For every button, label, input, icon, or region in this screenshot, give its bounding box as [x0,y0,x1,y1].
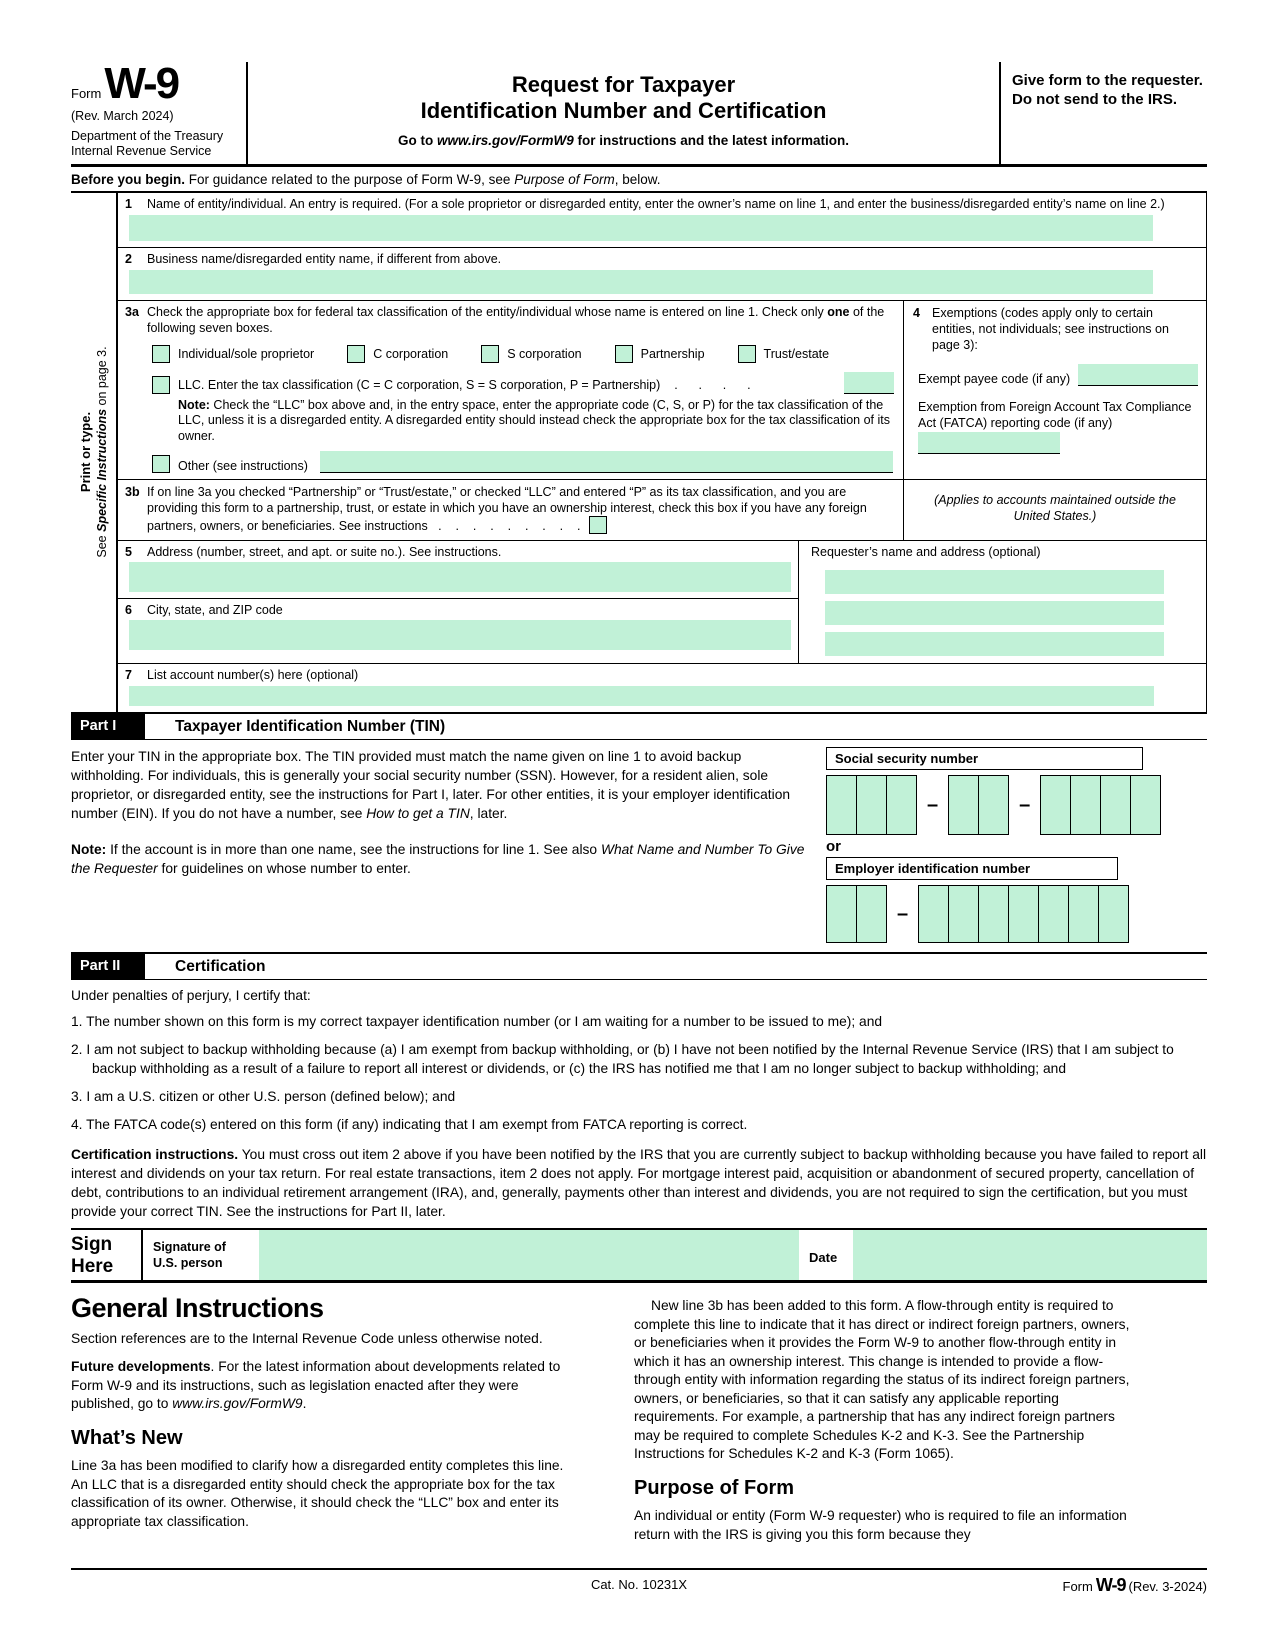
part1-paragraph: Enter your TIN in the appropriate box. The TIN provided must match the name given on line 1 to avoid backup withholding. For individuals, this is generally your social security number (SSN). However, for a resident alien, sole proprietor, or disregarded entity, see the instructions for Part I, later. For other entities, it is your employer identification number (EIN). If you do not have a number, see How to get a TIN, later. [71,749,791,822]
footer-form-number: W-9 [1095,1575,1126,1596]
fatca-label: Exemption from Foreign Account Tax Compliance Act (FATCA) reporting code (if any) [918,399,1192,431]
trust-estate-checkbox[interactable] [738,345,756,363]
line3b-new-paragraph: New line 3b has been added to this form. A flow-through entity is required to complete this line to indicate that it has direct or indirect foreign partners, owners, or beneficiaries when it provides the Form W-9 to another flow-through entity in which it has an ownership interest. This change is intended to provide a flow-through entity with information regarding the status of its indirect foreign partners, owners, or beneficiaries, so that it can satisfy any applicable reporting requirements. For example, a partnership that has any indirect foreign partners may be required to complete Schedules K-2 and K-3. See the Partnership Instructions for Schedules K-2 and K-3 (Form 1065). [634,1298,1130,1462]
s-corporation-checkbox[interactable] [481,345,499,363]
option-c-corporation [347,345,448,363]
line5-number: 5 [125,545,132,560]
whats-new-paragraph: Line 3a has been modified to clarify how a disregarded entity completes this line. An LLC that is a disregarded entity should check the appropriate box for the tax classification of its owner. Otherwise, it should check the “LLC” box and enter its appropriate tax classification. [71,1458,564,1529]
ein-boxes [826,885,1207,943]
line6-label: City, state, and ZIP code [147,603,283,618]
exempt-payee-code-input[interactable] [1078,364,1198,386]
trust-estate-label: Trust/estate [763,346,830,361]
ein-group-2 [918,885,1129,943]
part2-body [71,988,1207,1221]
ein-digit-cell[interactable] [978,885,1009,943]
goto-url-link[interactable]: www.irs.gov/FormW9 [436,133,574,148]
ssn-digit-cell[interactable] [1040,775,1071,835]
line5-label: Address (number, street, and apt. or suite no.). See instructions. [147,545,502,560]
general-instructions-title: General Instructions [71,1293,324,1324]
fatca-applies-cell [904,480,1206,540]
other-checkbox[interactable] [152,455,170,473]
ein-digit-cell[interactable] [918,885,949,943]
line3b-number: 3b [125,485,140,500]
individual-checkbox[interactable] [152,345,170,363]
whats-new-title: What’s New [71,1426,183,1449]
ssn-group-3 [1040,775,1161,835]
partnership-label: Partnership [640,346,705,361]
part1-note: Note: If the account is in more than one name, see the instructions for line 1. See also What Name and Number To Give the Requester for guidelines on whose number to enter. [71,842,805,877]
formw9-url[interactable]: www.irs.gov/FormW9 [172,1396,303,1412]
address-left-cell [118,541,799,663]
ssn-digit-cell[interactable] [826,775,857,835]
form-number-line [71,59,238,108]
form-title-line-2: Identification Number and Certification [420,98,827,123]
partnership-checkbox[interactable] [615,345,633,363]
requester-input-line1[interactable] [825,570,1164,594]
ein-digit-cell[interactable] [948,885,979,943]
before-bold: Before you begin. [71,171,186,187]
line4-cell [904,301,1206,481]
certification-item-4: 4. The FATCA code(s) entered on this form (if any) indicating that I am exempt from FATCA reporting is correct. [71,1117,748,1133]
s-corporation-label: S corporation [507,346,582,361]
line3a-number: 3a [125,304,139,319]
certification-item-2: 2. I am not subject to backup withholding because (a) I am exempt from backup withholding, or (b) I have not been notified by the Internal Revenue Service (IRS) that I am subject to backup withholding as a result of a failure to report all interest or dividends, or (c) the IRS has notified me that I am no longer subject to backup withholding; and [71,1042,1174,1077]
name-input[interactable] [129,215,1153,241]
print-or-type-line1: Print or type. [77,412,93,493]
ssn-digit-cell[interactable] [1100,775,1131,835]
line3a-cell [118,301,904,481]
fatca-code-input[interactable] [918,432,1060,454]
ssn-label: Social security number [826,747,1143,770]
ssn-group-1 [826,775,917,835]
line1-number: 1 [125,196,132,211]
form-title [256,72,991,124]
before-italic: Purpose of Form [514,171,615,187]
requester-input-line3[interactable] [825,632,1164,656]
option-trust-estate [738,345,830,363]
requester-cell [799,541,1206,663]
instructions-left-column [71,1293,578,1554]
fields-table [116,193,1207,713]
certification-item-3: 3. I am a U.S. citizen or other U.S. person (defined below); and [71,1089,456,1105]
ein-digit-cell[interactable] [1038,885,1069,943]
ssn-digit-cell[interactable] [978,775,1009,835]
llc-row [152,372,894,394]
date-input[interactable] [853,1230,1207,1280]
ein-digit-cell[interactable] [826,885,857,943]
fatca-applies-note: (Applies to accounts maintained outside the United States.) [934,493,1176,524]
dept-line-1: Department of the Treasury [71,128,224,143]
line6-row [118,599,798,650]
print-or-type-line2: See Specific Instructions on page 3. [94,346,109,558]
line6-number: 6 [125,603,132,618]
sign-here-label: Sign Here [71,1234,114,1278]
form-word: Form [71,86,102,101]
fatca-row [918,399,1198,454]
before-mid: For guidance related to the purpose of Form W-9, see [185,171,515,187]
foreign-partners-checkbox[interactable] [589,516,607,534]
footer-form-id [1063,1575,1208,1596]
ssn-dash: – [927,793,939,816]
print-or-type-text [78,347,110,558]
business-name-input[interactable] [129,270,1153,294]
exempt-payee-label: Exempt payee code (if any) [918,371,1071,386]
signature-of-label: Signature of U.S. person [141,1230,259,1280]
part2-heading [71,952,1207,980]
part1-heading [71,712,1207,740]
option-individual [152,345,314,363]
certification-item-1: 1. The number shown on this form is my correct taxpayer identification number (or I am waiting for a number to be issued to me); and [71,1014,883,1030]
llc-code-input[interactable] [844,372,894,394]
line3a-label: Check the appropriate box for federal tax classification of the entity/individual whose name is entered on line 1. Check only one of the following seven boxes. [147,304,885,335]
general-instructions-section [71,1293,1207,1554]
exempt-payee-row [918,364,1198,386]
ein-label: Employer identification number [826,857,1118,880]
other-input[interactable] [320,451,893,473]
llc-dotted-leader: . . . . [660,377,751,392]
line4-label: Exemptions (codes apply only to certain entities, not individuals; see instructions on page 3): [932,305,1169,352]
individual-label: Individual/sole proprietor [178,346,315,361]
form-title-line-1: Request for Taxpayer [511,72,736,97]
signature-input[interactable] [259,1230,799,1280]
line5-row [118,541,798,599]
future-developments-paragraph: Future developments. For the latest information about developments related to Form W-9 and its instructions, such as legislation enacted after they were published, go to www.irs.gov/FormW9. [71,1359,561,1412]
account-numbers-input[interactable] [129,686,1154,706]
city-state-zip-input[interactable] [129,620,791,650]
tin-column [826,747,1207,946]
ssn-digit-cell[interactable] [886,775,917,835]
line7-row [118,664,1206,706]
goto-suffix: for instructions and the latest information. [573,133,850,148]
requester-input-line2[interactable] [825,601,1164,625]
ssn-digit-cell[interactable] [856,775,887,835]
form-revision: (Rev. March 2024) [71,108,174,123]
goto-line [256,133,991,148]
ein-group-1 [826,885,887,943]
classification-section [118,301,1206,542]
form-header [71,59,1207,167]
line7-number: 7 [125,668,132,683]
print-or-type-sidebar [71,193,116,713]
line2-label: Business name/disregarded entity name, if different from above. [147,251,502,266]
form-body [71,193,1207,713]
ein-digit-cell[interactable] [856,885,887,943]
classification-options [152,345,895,363]
line4-number: 4 [913,305,920,320]
footer-form-word: Form [1062,1579,1093,1595]
purpose-of-form-title: Purpose of Form [634,1476,795,1499]
certification-instructions: Certification instructions. You must cross out item 2 above if you have been notified by the IRS that you are currently subject to backup withholding because you have failed to report all interest and dividends on your tax return. For real estate transactions, item 2 does not apply. For mortgage interest paid, acquisition or abandonment of secured property, cancellation of debt, contributions to an individual retirement arrangement (IRA), and, generally, payments other than interest and dividends, you are not required to sign the certification, but you must provide your correct TIN. See the instructions for Part II, later. [71,1147,1207,1220]
requester-label: Requester’s name and address (optional) [811,545,1041,560]
ssn-digit-cell[interactable] [1130,775,1161,835]
page-footer [71,1568,1207,1604]
footer-revision: (Rev. 3-2024) [1128,1579,1207,1595]
before-end: , below. [614,171,661,187]
part1-label: Part I [71,714,145,739]
option-partnership [615,345,705,363]
llc-note: Note: Check the “LLC” box above and, in the entry space, enter the appropriate code (C, S, or P) for the tax classification of the LLC, unless it is a disregarded entity. A disregarded entity should instead check the appropriate box for the tax classification of its owner. [178,397,890,443]
part1-body [71,740,1207,952]
c-corporation-label: C corporation [373,346,449,361]
line3b-cell [118,480,904,540]
give-form-note: Give form to the requester. Do not send to the IRS. [999,62,1207,164]
part1-title: Taxpayer Identification Number (TIN) [175,717,446,735]
c-corporation-checkbox[interactable] [347,345,365,363]
instructions-right-column [634,1297,1141,1554]
ssn-group-2 [948,775,1009,835]
ssn-digit-cell[interactable] [948,775,979,835]
purpose-of-form-paragraph: An individual or entity (Form W-9 requester) who is required to file an information return with the IRS is giving you this form because they [634,1508,1127,1542]
part2-title: Certification [175,957,266,975]
or-label: or [826,838,841,856]
part1-text-column [71,747,826,946]
ssn-boxes [826,775,1207,835]
line7-label: List account number(s) here (optional) [147,668,359,683]
ssn-dash: – [1019,793,1031,816]
other-row [152,451,893,473]
before-you-begin [71,167,1207,193]
other-label: Other (see instructions) [178,459,308,474]
llc-label: LLC. Enter the tax classification (C = C corporation, S = S corporation, P = Partnership) . . . . [178,377,751,392]
line3b-label: If on line 3a you checked “Partnership” or “Trust/estate,” or checked “LLC” and entered “P” as its tax classification, and you are providing this form to a partnership, trust, or estate in which you have an ownership interest, check this box if you have any foreign partners, owners, or beneficiaries. See instructions . . . . . . . . . [147,485,867,534]
certification-intro: Under penalties of perjury, I certify that: [71,988,311,1004]
ein-digit-cell[interactable] [1068,885,1099,943]
date-label: Date [809,1250,838,1266]
catalog-number: Cat. No. 10231X [590,1577,688,1593]
ssn-digit-cell[interactable] [1070,775,1101,835]
section-references-paragraph: Section references are to the Internal Revenue Code unless otherwise noted. [71,1330,543,1346]
form-number: W-9 [104,59,179,108]
sign-here-row [71,1228,1207,1283]
dept-line-2: Internal Revenue Service [71,143,212,158]
line1-label: Name of entity/individual. An entry is required. (For a sole proprietor or disregarded entity, enter the owner’s name on line 1, and enter the business/disregarded entity’s name on line 2.) [147,196,1165,211]
form-title-block [248,62,999,164]
ein-digit-cell[interactable] [1008,885,1039,943]
line1-row [118,193,1206,248]
line3b-dotted-leader: . . . . . . . . . [427,519,581,534]
goto-prefix: Go to [397,133,437,148]
address-input[interactable] [129,562,791,592]
ein-dash: – [897,902,909,925]
line2-number: 2 [125,251,132,266]
part2-label: Part II [71,954,145,979]
address-section [118,541,1206,664]
option-s-corporation [481,345,581,363]
line2-row [118,248,1206,301]
ein-digit-cell[interactable] [1098,885,1129,943]
llc-checkbox[interactable] [152,376,170,394]
form-identity-block [71,59,248,164]
